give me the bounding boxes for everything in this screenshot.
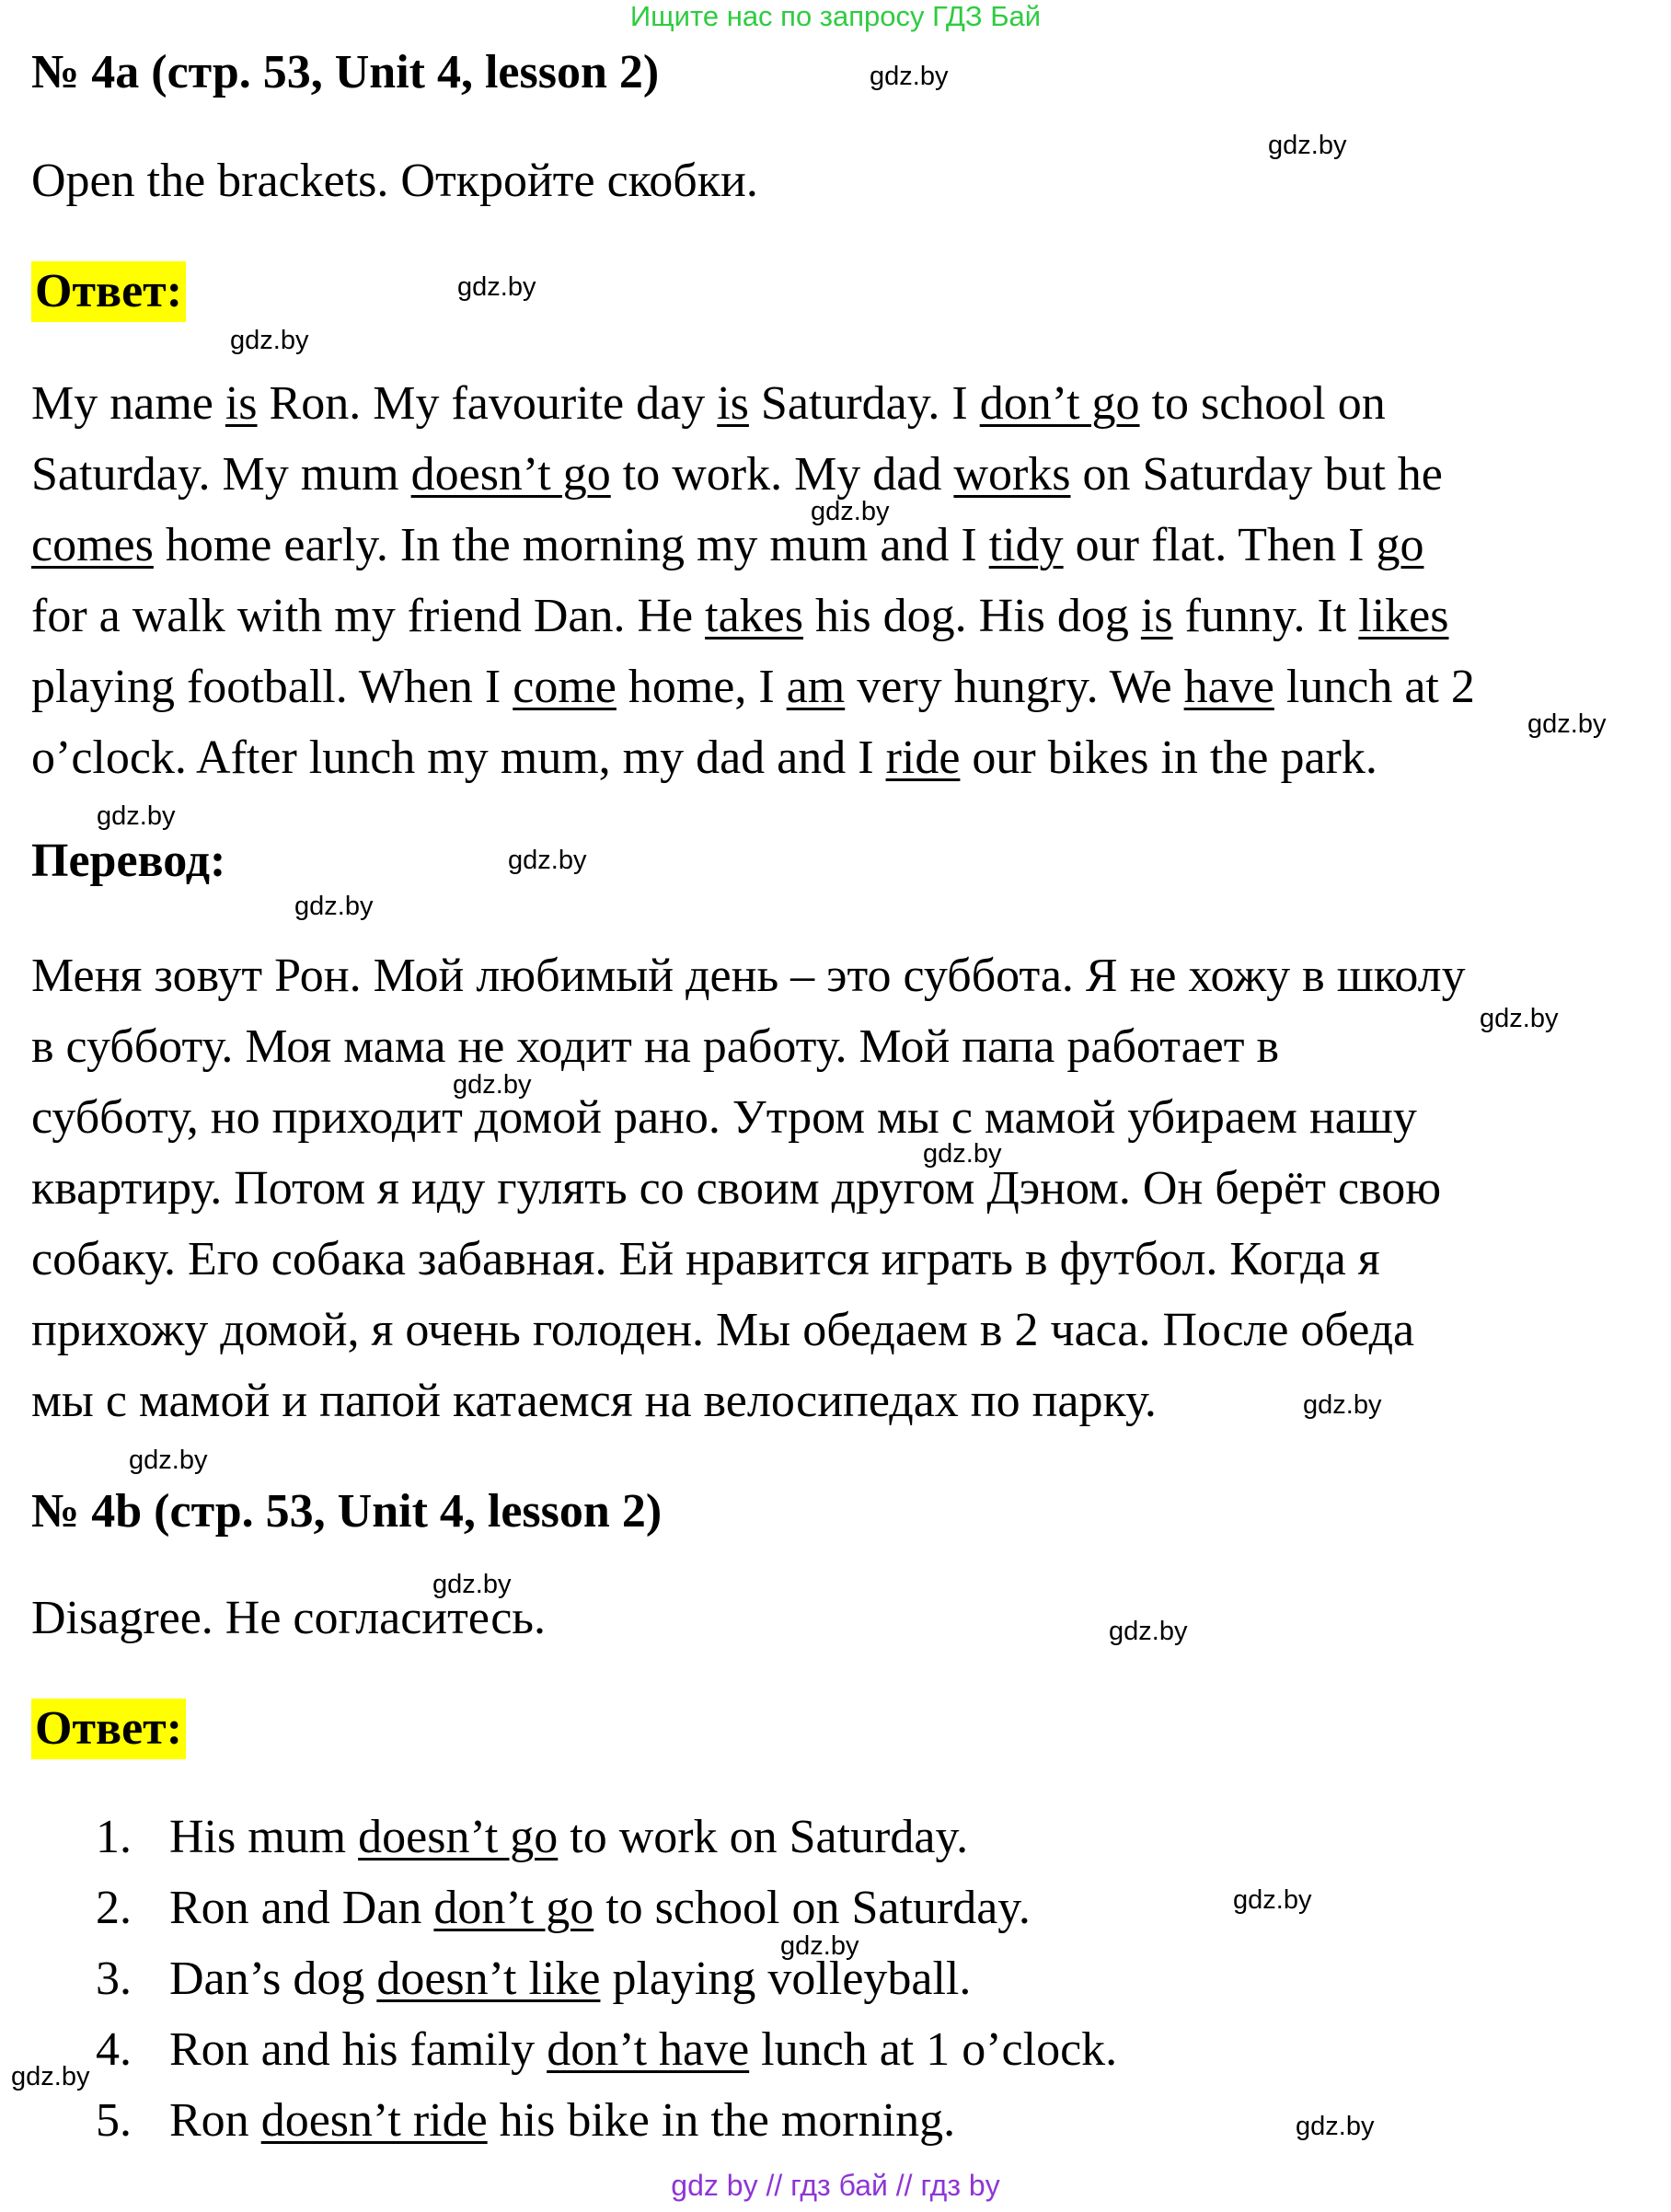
watermark: gdz.by [129,1446,208,1475]
translation-line: квартиру. Потом я иду гулять со своим другом Дэном. Он берёт свою [31,1162,1442,1215]
list-item [96,2085,1117,2156]
text-segment: Saturday. My mum [31,448,411,501]
verb-answer: likes [1358,590,1449,642]
task-4a-answer-label: Ответ: [31,261,186,322]
verb-answer: go [1376,519,1424,571]
list-item-number: 5. [96,2094,132,2147]
watermark: gdz.by [432,1570,512,1599]
task-4b-heading: № 4b (стр. 53, Unit 4, lesson 2) [31,1485,663,1538]
watermark: gdz.by [1303,1390,1382,1420]
watermark: gdz.by [508,846,587,875]
task-4a-heading: № 4a (стр. 53, Unit 4, lesson 2) [31,46,660,98]
verb-answer: don’t go [433,1882,594,1934]
list-item-number: 2. [96,1882,132,1934]
text-segment: to work on Saturday. [558,1811,969,1863]
verb-answer: doesn’t like [376,1953,601,2005]
text-segment: for a walk with my friend Dan. He [31,590,706,642]
watermark: gdz.by [230,326,309,355]
answer-line [31,651,1660,722]
watermark: gdz.by [1233,1885,1312,1915]
verb-answer: is [1140,590,1173,642]
verb-answer: doesn’t ride [260,2094,488,2147]
text-segment: home early. In the morning my mum and I [153,519,989,571]
verb-answer: don’t have [547,2023,750,2076]
text-segment: My name [31,377,225,430]
verb-answer: come [513,661,617,713]
text-segment: his dog. His dog [802,590,1141,642]
watermark: gdz.by [780,1931,859,1961]
translation-line: Меня зовут Рон. Мой любимый день – это суббота. Я не хожу в школу [31,950,1466,1002]
list-item [96,1802,1117,1872]
text-segment: Ron. My favourite day [257,377,718,430]
task-4a-translation-label: Перевод: [31,835,226,887]
answer-line [31,581,1660,651]
text-segment: his bike in the morning. [487,2094,956,2147]
task-4b-answer-label: Ответ: [31,1699,186,1759]
watermark: gdz.by [294,892,374,921]
text-segment: Ron and Dan [169,1882,434,1934]
answer-line [31,368,1660,439]
task-4b-answer-list [96,1802,1117,2156]
text-segment: Dan’s dog [169,1953,377,2005]
text-segment: on Saturday but he [1070,448,1443,501]
watermark: gdz.by [1527,709,1607,739]
list-item-number: 1. [96,1811,132,1863]
text-segment: our flat. Then I [1063,519,1377,571]
watermark: gdz.by [457,272,536,302]
verb-answer: ride [885,732,961,784]
text-segment: playing volleyball. [600,1953,972,2005]
text-segment: Ron [169,2094,261,2147]
translation-line: собаку. Его собака забавная. Ей нравится играть в футбол. Когда я [31,1233,1380,1285]
verb-answer: doesn’t go [410,448,611,501]
task-4b-instruction: Disagree. Не согласитесь. [31,1592,547,1644]
text-segment: to work. My dad [610,448,954,501]
text-segment: His mum [169,1811,359,1863]
watermark: gdz.by [1296,2112,1375,2141]
translation-line: субботу, но приходит домой рано. Утром мы с мамой убираем нашу [31,1091,1417,1144]
watermark: gdz.by [97,801,176,831]
search-banner: Ищите нас по запросу ГДЗ Бай [629,0,1042,32]
list-item-number: 3. [96,1953,132,2005]
text-segment: funny. It [1172,590,1359,642]
text-segment: home, I [616,661,787,713]
text-segment: to school on Saturday. [593,1882,1031,1934]
verb-answer: is [717,377,749,430]
verb-answer: comes [31,519,154,571]
text-segment: Saturday. I [748,377,980,430]
watermark: gdz.by [11,2062,90,2091]
watermark: gdz.by [811,497,890,526]
verb-answer: is [225,377,258,430]
text-segment: lunch at 2 [1273,661,1475,713]
task-4a-instruction: Open the brackets. Откройте скобки. [31,155,758,207]
watermark: gdz.by [1480,1004,1559,1033]
list-item [96,1943,1117,2014]
list-item [96,1872,1117,1943]
watermark: gdz.by [1109,1617,1188,1646]
task-4a-answer-text [31,368,1660,793]
verb-answer: doesn’t go [358,1811,559,1863]
task-4a-translation-text [31,940,1660,1436]
verb-answer: have [1183,661,1274,713]
text-segment: very hungry. We [845,661,1184,713]
list-item-number: 4. [96,2023,132,2076]
watermark: gdz.by [923,1139,1002,1169]
watermark: gdz.by [870,62,949,91]
text-segment: o’clock. After lunch my mum, my dad and I [31,732,886,784]
text-segment: playing football. When I [31,661,513,713]
watermark: gdz.by [1268,131,1347,160]
footer-links: gdz by // гдз бай // гдз by [671,2169,1000,2202]
verb-answer: takes [705,590,803,642]
verb-answer: tidy [988,519,1064,571]
translation-line: прихожу домой, я очень голоден. Мы обедаем в 2 часа. После обеда [31,1304,1415,1356]
text-segment: lunch at 1 o’clock. [749,2023,1118,2076]
translation-line: мы с мамой и папой катаемся на велосипедах по парку. [31,1375,1157,1427]
translation-line: в субботу. Моя мама не ходит на работу. Мой папа работает в [31,1020,1280,1073]
verb-answer: works [953,448,1071,501]
answer-line [31,722,1660,793]
verb-answer: am [786,661,846,713]
list-item [96,2014,1117,2085]
watermark: gdz.by [453,1070,532,1100]
text-segment: to school on [1139,377,1386,430]
text-segment: Ron and his family [169,2023,547,2076]
text-segment: our bikes in the park. [960,732,1377,784]
verb-answer: don’t go [979,377,1140,430]
